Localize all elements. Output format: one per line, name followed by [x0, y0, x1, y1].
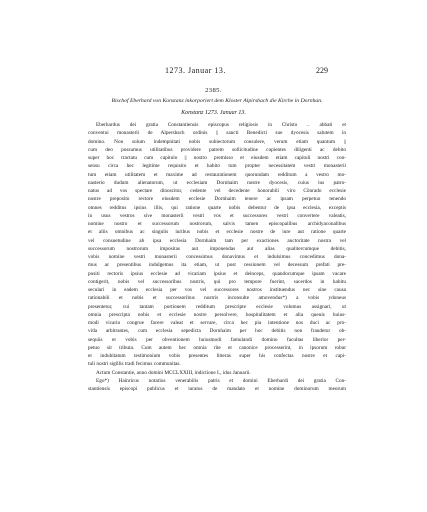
text-line: domino. Non solum indempnitati nobis subiectorum consulere, verum etiam quantum ||	[88, 138, 346, 145]
text-line: super hoc tractatu cum capitulo || nostro premisso et eiusdem etiam capituli nostri con-	[88, 155, 346, 161]
text-line: tum etiam utilitatem et maxime ad restaurationem quorundam redditum a vestro mo-	[88, 171, 346, 178]
text-line: in usus vestros sive monasterii vestri vos et successores vestri convertere valeatis,	[88, 212, 346, 219]
place-and-date: Konstanz 1273. Januar 13.	[181, 110, 246, 116]
document-number: 2385.	[205, 87, 222, 94]
text-line: sensu circa hec legitime requisito et habito tum propter necessitatem vestri monasterii	[88, 163, 346, 170]
text-line: stantiensis episcopi publicus et iuratus de mandato et nomine dominorum meorum	[88, 386, 346, 392]
charter-text	[88, 121, 346, 393]
text-line: sequiis et vobis per obventionem huiusmodi famulandi domino facultas liberior per-	[88, 336, 346, 343]
text-line: mus ac presentibus indulgemus ita etiam, ut post cessionem vel decessum prefati pre-	[88, 262, 346, 269]
text-line: petuo sit tributa. Cum autem hec omnia rite et canonice processerint, in ipsorum robur	[88, 344, 346, 351]
text-line: cum deo possumus utilitatibus providere patrem sollicitudine cupientes diligenti ac debito	[88, 146, 346, 153]
text-line: Actum Constantie, anno domini MCCLXXIII, indictione I., idus Januarii.	[96, 369, 251, 376]
text-line: modi vicario congrue facere valeat et servare, circa hec pia intentione nos duci ac pro-	[88, 320, 346, 326]
text-line: natus ad vos spectare dinoscitur, cedente vel decedente honorabili viro Cönrado ecclesie	[88, 188, 346, 194]
text-line: rationabili et nobis et successoribus nostris inconsulte amovendus*) a vobis ydoneus	[88, 295, 346, 302]
text-line: positi rectoris ipsius ecclesie ad vicariam ipsius et deinceps, quandocumque ipsam vacare	[88, 270, 346, 277]
running-header	[0, 66, 427, 80]
text-line: omnia prescripta nobis et ecclesie nostre persolvere, hospitalitatem et alia queuis huius-	[88, 311, 346, 318]
text-line: nasterio dudum alienatorum, ut ecclesiam Dornhaim nostre dyocesis, cuius ius patro-	[88, 179, 346, 186]
header-date: 1273. Januar 13.	[165, 66, 226, 75]
text-line: vobis nomine vestri monasterii concessimus donavimus et indulsimus concedimus dona-	[88, 254, 346, 260]
regest-summary: Bischof Eberhard von Konstanz inkorporiert dem Kloster Alpirsbach die Kirche in Dornhan.	[111, 98, 323, 104]
text-line: nostre preposito rectore eiusdem ecclesie Dornhaim tenere ac ipsam perpetuo tenendo	[88, 196, 346, 203]
text-line: contigerit, nobis vel successoribus nostris, qui pro tempore fuerint, sacerdos in habitu	[88, 278, 346, 285]
text-line: et aliis omnibus ac singulis iuribus nobis et ecclesie nostre de iure aut ratione quarte	[88, 229, 346, 236]
text-line: omnes redditus ipsius illis, qui ratione quarte nobis debentur de ipsa ecclesia, exceptis	[88, 204, 346, 211]
text-line: conventui monasterii de Alpersbach ordinis || sancti Benedicti sue dyocesis salutem in	[88, 130, 346, 137]
text-line: tuli nostri sigillis tradi fecimus communitas.	[88, 361, 181, 368]
text-line: Eberhardus dei gratia Constantiensis episcopus religiosis in Christo .. abbati et	[96, 122, 346, 128]
text-line: Ego*) Hainricus notarius venerabilis patris et domini Eberhardi dei gratia Con-	[96, 377, 346, 384]
text-line: seculari in eadem ecclesia per vos vel successores nostros instituendus nec sine causa	[88, 287, 346, 293]
text-line: et indubitatum testimonium vobis presentes litteras super his confectas nostre et capi-	[88, 353, 346, 359]
text-line: presentetur, cui tantam portionem redditum prescripte ecclesie volumus assignari, ut	[88, 303, 346, 310]
page-number: 229	[316, 66, 328, 75]
text-line: vida arbitrantes, cum ecclesia sepedicta Dornhaim per hoc debitis non fraudetur ob-	[88, 328, 346, 335]
text-line: successorum nostrorum impositas aut imponendas aut alias qualitercumque debitis,	[88, 245, 346, 252]
text-line: vel consuetudine ab ipsa ecclesia Dornhaim tam per exactiones auctoritate nostra vel	[88, 237, 346, 244]
text-line: nomine nostro et successorum nostrorum, salvis tamen episcopalibus archidyaconalibus	[88, 221, 346, 227]
